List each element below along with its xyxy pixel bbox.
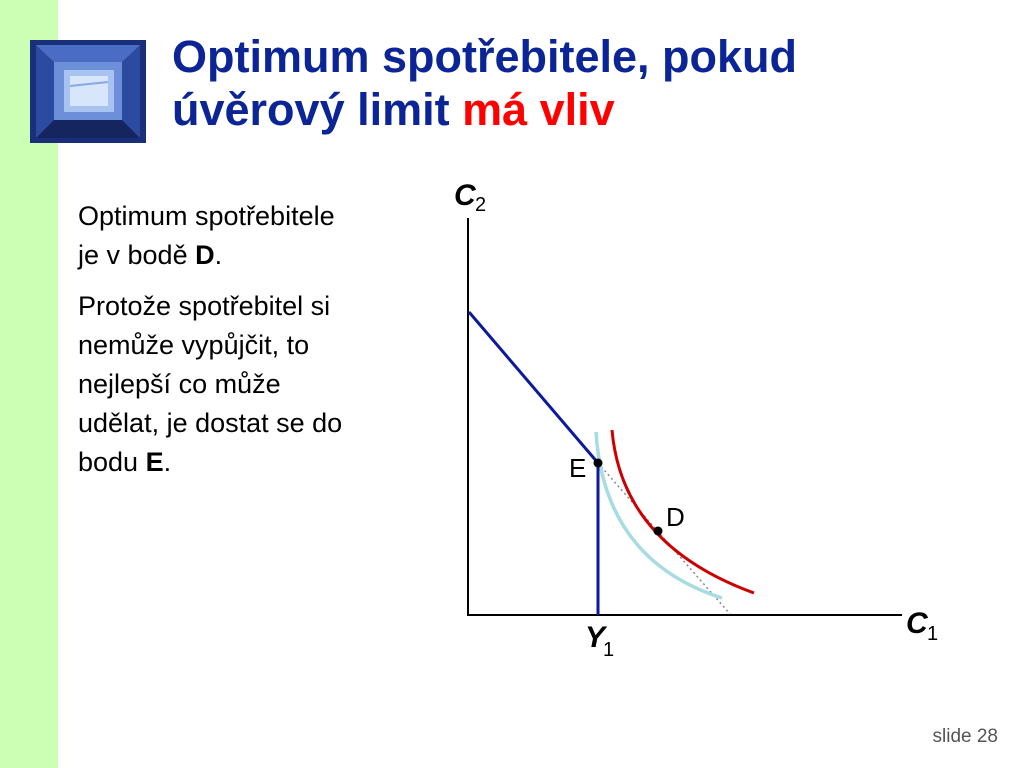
- paragraph-borrowing-end: .: [163, 447, 172, 477]
- paragraph-borrowing-point: E: [145, 447, 164, 477]
- paragraph-borrowing-text: Protože spotřebitel si nemůže vypůjčit, to nejlepší co může udělat, je dostat se do bodu: [78, 291, 343, 477]
- title-accent: má vliv: [462, 84, 615, 135]
- income-label-y: Y: [585, 621, 606, 654]
- point-e-label: E: [569, 453, 587, 483]
- income-label-sub: 1: [603, 639, 615, 661]
- title-line-1: Optimum spotřebitele, pokud: [172, 31, 798, 82]
- point-d-marker: [654, 527, 663, 536]
- paragraph-optimum-end: .: [214, 240, 223, 270]
- x-axis-label-c: C: [906, 607, 928, 640]
- point-d-label: D: [666, 502, 685, 532]
- point-e-marker: [594, 459, 603, 468]
- paragraph-optimum-text: Optimum spotřebitele je v bodě: [78, 201, 335, 270]
- budget-line: [469, 312, 598, 463]
- slide-number: slide 28: [932, 726, 998, 747]
- y-axis-label-sub: 2: [475, 194, 487, 216]
- y-axis-label-c: C: [454, 179, 476, 212]
- title-line-2-prefix: úvěrový limit: [172, 84, 463, 135]
- x-axis-label-sub: 1: [927, 623, 939, 645]
- paragraph-optimum-point: D: [195, 240, 215, 270]
